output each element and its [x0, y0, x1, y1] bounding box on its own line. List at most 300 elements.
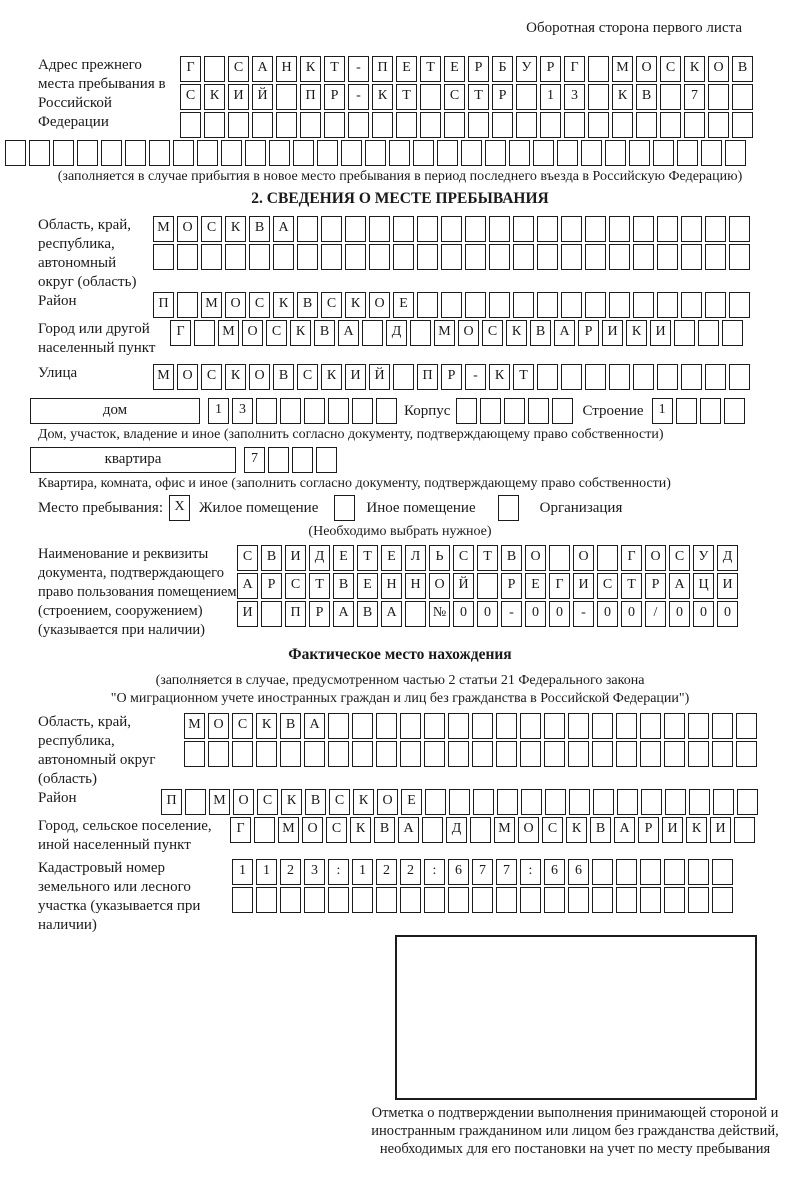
- char-cell: [228, 112, 249, 138]
- char-cell: В: [249, 216, 270, 242]
- char-cell: Р: [261, 573, 282, 599]
- actual-district-row: [161, 789, 761, 815]
- char-cell: [261, 601, 282, 627]
- char-cell: [585, 292, 606, 318]
- char-cell: [708, 112, 729, 138]
- char-cell: 0: [669, 601, 690, 627]
- char-cell: М: [494, 817, 515, 843]
- char-cell: X: [169, 495, 190, 521]
- char-cell: [705, 216, 726, 242]
- char-cell: И: [285, 545, 306, 571]
- char-cell: [633, 292, 654, 318]
- char-cell: Р: [309, 601, 330, 627]
- char-cell: [345, 244, 366, 270]
- char-cell: М: [434, 320, 455, 346]
- char-cell: [448, 887, 469, 913]
- char-cell: [676, 398, 697, 424]
- char-cell: И: [237, 601, 258, 627]
- char-cell: /: [645, 601, 666, 627]
- char-cell: У: [516, 56, 537, 82]
- char-cell: А: [614, 817, 635, 843]
- char-cell: [29, 140, 50, 166]
- char-cell: И: [602, 320, 623, 346]
- char-cell: [729, 292, 750, 318]
- char-cell: [417, 292, 438, 318]
- char-cell: 2: [376, 859, 397, 885]
- char-cell: [393, 364, 414, 390]
- char-cell: И: [650, 320, 671, 346]
- char-cell: [461, 140, 482, 166]
- char-cell: [520, 741, 541, 767]
- char-cell: [732, 112, 753, 138]
- char-cell: [700, 398, 721, 424]
- city-label: Город или другой населенный пункт: [38, 321, 156, 356]
- char-cell: С: [542, 817, 563, 843]
- checkbox-organization[interactable]: [498, 495, 522, 521]
- char-cell: В: [305, 789, 326, 815]
- char-cell: Е: [396, 56, 417, 82]
- char-cell: М: [201, 292, 222, 318]
- char-cell: [705, 364, 726, 390]
- char-cell: [254, 817, 275, 843]
- char-cell: В: [530, 320, 551, 346]
- char-cell: [317, 140, 338, 166]
- char-cell: [256, 398, 277, 424]
- char-cell: [561, 364, 582, 390]
- char-cell: О: [242, 320, 263, 346]
- char-cell: [552, 398, 573, 424]
- document-label: Наименование и реквизиты документа, подтверждающего право пользования помещением (строением, сооружением) (указывается при наличии): [38, 546, 237, 638]
- char-cell: [561, 216, 582, 242]
- stay-type-note: (Необходимо выбрать нужное): [308, 524, 492, 539]
- char-cell: [276, 112, 297, 138]
- document-row-1: [237, 545, 741, 571]
- char-cell: [588, 112, 609, 138]
- char-cell: Д: [717, 545, 738, 571]
- char-cell: [304, 887, 325, 913]
- char-cell: О: [377, 789, 398, 815]
- char-cell: [657, 216, 678, 242]
- char-cell: [280, 398, 301, 424]
- char-cell: [424, 713, 445, 739]
- char-cell: О: [636, 56, 657, 82]
- char-cell: Т: [396, 84, 417, 110]
- char-cell: [304, 398, 325, 424]
- cadastral-row-1: [232, 859, 736, 885]
- cadastral-label: Кадастровый номер земельного или лесного участка (указывается при наличии): [38, 860, 201, 933]
- char-cell: [581, 140, 602, 166]
- prev-address-field: [0, 56, 800, 140]
- char-cell: [472, 713, 493, 739]
- char-cell: [609, 292, 630, 318]
- char-cell: [736, 741, 757, 767]
- char-cell: О: [208, 713, 229, 739]
- char-cell: [400, 741, 421, 767]
- char-cell: И: [710, 817, 731, 843]
- char-cell: Е: [525, 573, 546, 599]
- district-field: [0, 292, 800, 320]
- actual-city-field: [0, 817, 800, 855]
- char-cell: [204, 112, 225, 138]
- char-cell: 0: [453, 601, 474, 627]
- char-cell: [376, 398, 397, 424]
- checkbox-residential[interactable]: [169, 495, 193, 521]
- char-cell: [465, 216, 486, 242]
- char-cell: [348, 112, 369, 138]
- char-cell: [657, 364, 678, 390]
- char-cell: Т: [513, 364, 534, 390]
- char-cell: В: [374, 817, 395, 843]
- char-cell: 1: [208, 398, 229, 424]
- char-cell: [256, 741, 277, 767]
- char-cell: [585, 244, 606, 270]
- char-cell: [617, 789, 638, 815]
- house-number-cells: [208, 398, 400, 424]
- actual-district-field: [0, 789, 800, 817]
- char-cell: [422, 817, 443, 843]
- char-cell: [736, 713, 757, 739]
- char-cell: С: [180, 84, 201, 110]
- char-cell: [153, 244, 174, 270]
- char-cell: [177, 244, 198, 270]
- char-cell: [465, 292, 486, 318]
- char-cell: А: [333, 601, 354, 627]
- char-cell: [688, 859, 709, 885]
- char-cell: [698, 320, 719, 346]
- char-cell: -: [501, 601, 522, 627]
- char-cell: [722, 320, 743, 346]
- char-cell: С: [297, 364, 318, 390]
- char-cell: [528, 398, 549, 424]
- char-cell: [396, 112, 417, 138]
- char-cell: С: [669, 545, 690, 571]
- char-cell: [413, 140, 434, 166]
- char-cell: [194, 320, 215, 346]
- cadastral-field: [0, 859, 800, 935]
- char-cell: [568, 713, 589, 739]
- char-cell: [321, 244, 342, 270]
- char-cell: [681, 364, 702, 390]
- region-row-2: [153, 244, 753, 270]
- char-cell: [177, 292, 198, 318]
- char-cell: [465, 244, 486, 270]
- char-cell: А: [669, 573, 690, 599]
- house-note: Дом, участок, владение и иное (заполнить согласно документу, подтверждающему право собственности): [38, 427, 664, 442]
- char-cell: [441, 292, 462, 318]
- char-cell: В: [333, 573, 354, 599]
- char-cell: Ц: [693, 573, 714, 599]
- char-cell: [328, 741, 349, 767]
- char-cell: Е: [393, 292, 414, 318]
- char-cell: Н: [276, 56, 297, 82]
- char-cell: В: [732, 56, 753, 82]
- char-cell: [232, 887, 253, 913]
- char-cell: [184, 741, 205, 767]
- char-cell: [712, 741, 733, 767]
- char-cell: 0: [477, 601, 498, 627]
- char-cell: О: [177, 364, 198, 390]
- char-cell: [125, 140, 146, 166]
- char-cell: [640, 741, 661, 767]
- street-field: [0, 364, 800, 392]
- char-cell: [316, 447, 337, 473]
- apartment-box-label: квартира: [30, 447, 236, 473]
- char-cell: [268, 447, 289, 473]
- char-cell: [633, 364, 654, 390]
- char-cell: [681, 292, 702, 318]
- char-cell: [496, 741, 517, 767]
- char-cell: 3: [304, 859, 325, 885]
- stay-type-label: Место пребывания:: [38, 500, 163, 516]
- char-cell: [633, 244, 654, 270]
- char-cell: [456, 398, 477, 424]
- char-cell: [640, 859, 661, 885]
- char-cell: В: [261, 545, 282, 571]
- prev-address-row-1: [180, 56, 756, 82]
- char-cell: М: [209, 789, 230, 815]
- char-cell: К: [372, 84, 393, 110]
- char-cell: [561, 244, 582, 270]
- char-cell: [633, 216, 654, 242]
- char-cell: К: [345, 292, 366, 318]
- actual-region-row-2: [184, 741, 760, 767]
- char-cell: [701, 140, 722, 166]
- char-cell: К: [273, 292, 294, 318]
- char-cell: [544, 741, 565, 767]
- korpus-cells: [456, 398, 576, 424]
- stroenie-label: Строение: [582, 403, 644, 419]
- char-cell: 2: [280, 859, 301, 885]
- char-cell: [705, 244, 726, 270]
- char-cell: О: [302, 817, 323, 843]
- char-cell: [616, 741, 637, 767]
- char-cell: М: [184, 713, 205, 739]
- char-cell: 2: [400, 859, 421, 885]
- char-cell: [737, 789, 758, 815]
- char-cell: [352, 887, 373, 913]
- char-cell: [564, 112, 585, 138]
- char-cell: [437, 140, 458, 166]
- char-cell: [681, 216, 702, 242]
- char-cell: [616, 713, 637, 739]
- char-cell: [208, 741, 229, 767]
- char-cell: [328, 887, 349, 913]
- char-cell: [420, 112, 441, 138]
- char-cell: А: [237, 573, 258, 599]
- char-cell: [605, 140, 626, 166]
- char-cell: Н: [405, 573, 426, 599]
- actual-region-label: Область, край, республика, автономный округ (область): [38, 714, 156, 787]
- char-cell: О: [645, 545, 666, 571]
- actual-location-note-2: "О миграционном учете иностранных граждан и лиц без гражданства в Российской Федерации"): [110, 691, 690, 706]
- char-cell: [280, 887, 301, 913]
- char-cell: [708, 84, 729, 110]
- char-cell: Д: [446, 817, 467, 843]
- char-cell: [489, 292, 510, 318]
- char-cell: Е: [333, 545, 354, 571]
- char-cell: [352, 713, 373, 739]
- char-cell: [712, 713, 733, 739]
- char-cell: [612, 112, 633, 138]
- char-cell: [424, 887, 445, 913]
- char-cell: [729, 244, 750, 270]
- char-cell: [362, 320, 383, 346]
- char-cell: [292, 447, 313, 473]
- char-cell: Б: [492, 56, 513, 82]
- char-cell: [448, 741, 469, 767]
- char-cell: С: [201, 216, 222, 242]
- char-cell: [204, 56, 225, 82]
- char-cell: [245, 140, 266, 166]
- char-cell: [537, 244, 558, 270]
- char-cell: В: [590, 817, 611, 843]
- char-cell: [489, 216, 510, 242]
- char-cell: [504, 398, 525, 424]
- region-row-1: [153, 216, 753, 242]
- char-cell: М: [278, 817, 299, 843]
- char-cell: [468, 112, 489, 138]
- char-cell: [729, 364, 750, 390]
- stamp-note: Отметка о подтверждении выполнения принимающей стороной и иностранным гражданином или лицом без гражданства действий, необходимых для его постановки на учет по месту пребывания: [371, 1105, 779, 1157]
- char-cell: 3: [564, 84, 585, 110]
- char-cell: [256, 887, 277, 913]
- char-cell: :: [520, 859, 541, 885]
- apartment-cells: [244, 447, 340, 473]
- char-cell: [376, 713, 397, 739]
- char-cell: 7: [496, 859, 517, 885]
- actual-location-title: Фактическое место нахождения: [288, 646, 512, 663]
- checkbox-other-premises[interactable]: [334, 495, 358, 521]
- char-cell: [561, 292, 582, 318]
- char-cell: [498, 495, 519, 521]
- city-row: [170, 320, 746, 346]
- char-cell: А: [398, 817, 419, 843]
- char-cell: О: [369, 292, 390, 318]
- char-cell: А: [252, 56, 273, 82]
- char-cell: [352, 398, 373, 424]
- char-cell: Т: [477, 545, 498, 571]
- char-cell: [712, 887, 733, 913]
- char-cell: В: [273, 364, 294, 390]
- char-cell: П: [417, 364, 438, 390]
- char-cell: [197, 140, 218, 166]
- char-cell: 6: [568, 859, 589, 885]
- actual-region-row-1: [184, 713, 760, 739]
- char-cell: М: [153, 364, 174, 390]
- char-cell: [592, 741, 613, 767]
- char-cell: [101, 140, 122, 166]
- char-cell: [304, 741, 325, 767]
- char-cell: [480, 398, 501, 424]
- char-cell: П: [161, 789, 182, 815]
- char-cell: К: [321, 364, 342, 390]
- char-cell: [444, 112, 465, 138]
- char-cell: 1: [352, 859, 373, 885]
- char-cell: [417, 216, 438, 242]
- char-cell: [509, 140, 530, 166]
- region-field: [0, 216, 800, 292]
- char-cell: [636, 112, 657, 138]
- char-cell: К: [290, 320, 311, 346]
- char-cell: Р: [645, 573, 666, 599]
- char-cell: [376, 887, 397, 913]
- char-cell: 0: [597, 601, 618, 627]
- char-cell: [520, 713, 541, 739]
- apartment-row: [30, 447, 800, 475]
- char-cell: 0: [549, 601, 570, 627]
- char-cell: Н: [381, 573, 402, 599]
- char-cell: [712, 859, 733, 885]
- char-cell: [664, 887, 685, 913]
- char-cell: -: [348, 84, 369, 110]
- char-cell: В: [636, 84, 657, 110]
- actual-city-label: Город, сельское поселение, иной населенный пункт: [38, 818, 212, 853]
- char-cell: К: [350, 817, 371, 843]
- char-cell: [393, 216, 414, 242]
- char-cell: А: [304, 713, 325, 739]
- option-other-premises-label: Иное помещение: [366, 500, 476, 516]
- char-cell: [448, 713, 469, 739]
- document-row-3: [237, 601, 741, 627]
- char-cell: [232, 741, 253, 767]
- char-cell: [609, 364, 630, 390]
- char-cell: Д: [309, 545, 330, 571]
- street-label: Улица: [38, 365, 78, 381]
- char-cell: Й: [369, 364, 390, 390]
- char-cell: К: [204, 84, 225, 110]
- actual-region-field: [0, 713, 800, 789]
- char-cell: [665, 789, 686, 815]
- char-cell: [173, 140, 194, 166]
- char-cell: В: [314, 320, 335, 346]
- char-cell: К: [684, 56, 705, 82]
- char-cell: [276, 84, 297, 110]
- char-cell: [689, 789, 710, 815]
- stamp-box: [395, 935, 757, 1100]
- char-cell: [592, 887, 613, 913]
- char-cell: Р: [501, 573, 522, 599]
- char-cell: [372, 112, 393, 138]
- char-cell: [664, 741, 685, 767]
- char-cell: М: [612, 56, 633, 82]
- char-cell: Р: [578, 320, 599, 346]
- prev-address-note: (заполняется в случае прибытия в новое место пребывания в период последнего въезда в Российскую Федерацию): [57, 169, 743, 184]
- char-cell: Е: [381, 545, 402, 571]
- char-cell: К: [612, 84, 633, 110]
- document-row-2: [237, 573, 741, 599]
- char-cell: О: [225, 292, 246, 318]
- char-cell: 1: [232, 859, 253, 885]
- char-cell: [585, 216, 606, 242]
- char-cell: [705, 292, 726, 318]
- char-cell: Т: [324, 56, 345, 82]
- char-cell: К: [300, 56, 321, 82]
- char-cell: [473, 789, 494, 815]
- actual-location-note-1: (заполняется в случае, предусмотренном частью 2 статьи 21 Федерального закона: [155, 673, 645, 688]
- char-cell: 0: [717, 601, 738, 627]
- cadastral-row-2: [232, 887, 736, 913]
- char-cell: [545, 789, 566, 815]
- char-cell: [300, 112, 321, 138]
- char-cell: 1: [652, 398, 673, 424]
- char-cell: Т: [420, 56, 441, 82]
- char-cell: [681, 244, 702, 270]
- char-cell: П: [285, 601, 306, 627]
- char-cell: С: [326, 817, 347, 843]
- char-cell: И: [228, 84, 249, 110]
- char-cell: Й: [453, 573, 474, 599]
- char-cell: К: [566, 817, 587, 843]
